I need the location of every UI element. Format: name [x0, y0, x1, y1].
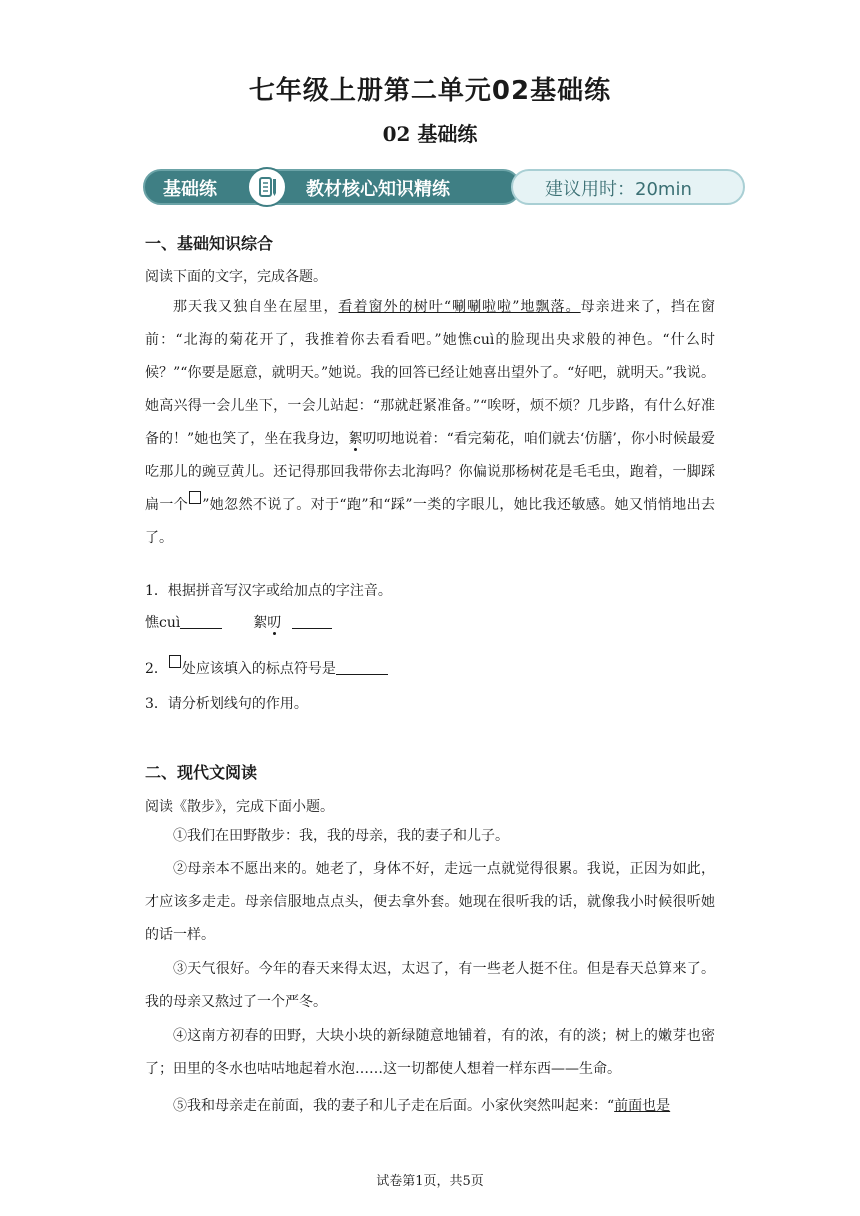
- reading-passage: [145, 291, 715, 555]
- underlined-sentence: 看着窗外的树叶“唰唰啦啦”地飘落。: [338, 299, 581, 315]
- section-heading-reading: 二、现代文阅读: [145, 763, 258, 782]
- section-instruction: 阅读下面的文字，完成各题。: [145, 269, 327, 285]
- dotted-character: 叨: [267, 615, 282, 631]
- passage-text: ”她忽然不说了。对于“跑”和“踩”一类的字眼儿，她比我还敏感。她又悄悄地出去了。: [145, 497, 715, 546]
- question-2-text: 处应该填入的标点符号是: [181, 661, 336, 677]
- section-instruction: 阅读《散步》，完成下面小题。: [145, 799, 334, 815]
- blank-box: [189, 491, 201, 504]
- pinyin-item: 憔cuì: [145, 615, 181, 631]
- question-3: 3．请分析划线句的作用。: [145, 696, 308, 712]
- banner-suggested-time: 建议用时：20min: [545, 179, 692, 200]
- paragraph-text: ⑤我和母亲走在前面，我的妻子和儿子走在后面。小家伙突然叫起来：“: [173, 1098, 615, 1114]
- section-banner: [143, 167, 745, 207]
- underlined-sentence: 前面也是: [614, 1098, 671, 1114]
- notebook-pen-icon: [247, 167, 287, 207]
- section-heading-basic: 一、基础知识综合: [145, 234, 274, 253]
- question-2-number: 2．: [145, 661, 168, 677]
- essay-paragraph-4: ④这南方初春的田野，大块小块的新绿随意地铺着，有的浓，有的淡；树上的嫩芽也密了；田里的冬水也咕咕地起着水泡……这一切都使人想着一样东西——生命。: [145, 1028, 715, 1077]
- essay-paragraph-5: [145, 1090, 715, 1123]
- essay-paragraph-1: ①我们在田野散步：我，我的母亲，我的妻子和儿子。: [173, 828, 509, 844]
- passage-text: 母亲进来了，挡在窗前：“北海的菊花开了，我推着你去看看吧。”她憔cuì的脸现出央求般的神色。“什么时候？”“你要是愿意，就明天。”她说。我的回答已经让她喜出望外了。“好吧，就明天。”我说。她高兴得一会儿坐下，一会儿站起：“那就赶紧准备。”“唉呀，烦不烦？几步路，有什么好准备的！”她也笑了，坐在我身边，: [145, 299, 715, 447]
- answer-blank[interactable]: [336, 660, 388, 675]
- banner-label-core: 教材核心知识精练: [306, 179, 450, 200]
- essay-paragraph-2: ②母亲本不愿出来的。她老了，身体不好，走远一点就觉得很累。我说，正因为如此，才应该多走走。母亲信服地点点头，便去拿外套。她现在很听我的话，就像我小时候很听她的话一样。: [145, 861, 715, 943]
- page-subtitle: 02 基础练: [382, 122, 478, 146]
- page-footer: 试卷第1页，共5页: [376, 1174, 484, 1189]
- page-title: 七年级上册第二单元02基础练: [248, 76, 612, 106]
- dotted-character: 絮: [348, 431, 363, 447]
- answer-blank[interactable]: [180, 614, 222, 629]
- pinyin-item-prefix: 絮: [253, 615, 268, 631]
- passage-text: 那天我又独自坐在屋里，: [173, 299, 339, 315]
- answer-blank[interactable]: [292, 614, 332, 629]
- essay-paragraph-3: ③天气很好。今年的春天来得太迟，太迟了，有一些老人挺不住。但是春天总算来了。我的母亲又熬过了一个严冬。: [145, 961, 715, 1010]
- blank-box: [169, 655, 181, 668]
- banner-label-practice: 基础练: [163, 179, 217, 200]
- question-2: [145, 655, 388, 678]
- passage-text: 叨叨地说着：“看完菊花，咱们就去‘仿膳’，你小时候最爱吃那儿的豌豆黄儿。还记得那回我带你去北海吗？你偏说那杨树花是毛毛虫，跑着，一脚踩扁一个: [145, 431, 715, 513]
- question-1: 1．根据拼音写汉字或给加点的字注音。: [145, 583, 392, 599]
- question-1-blanks: [145, 612, 332, 632]
